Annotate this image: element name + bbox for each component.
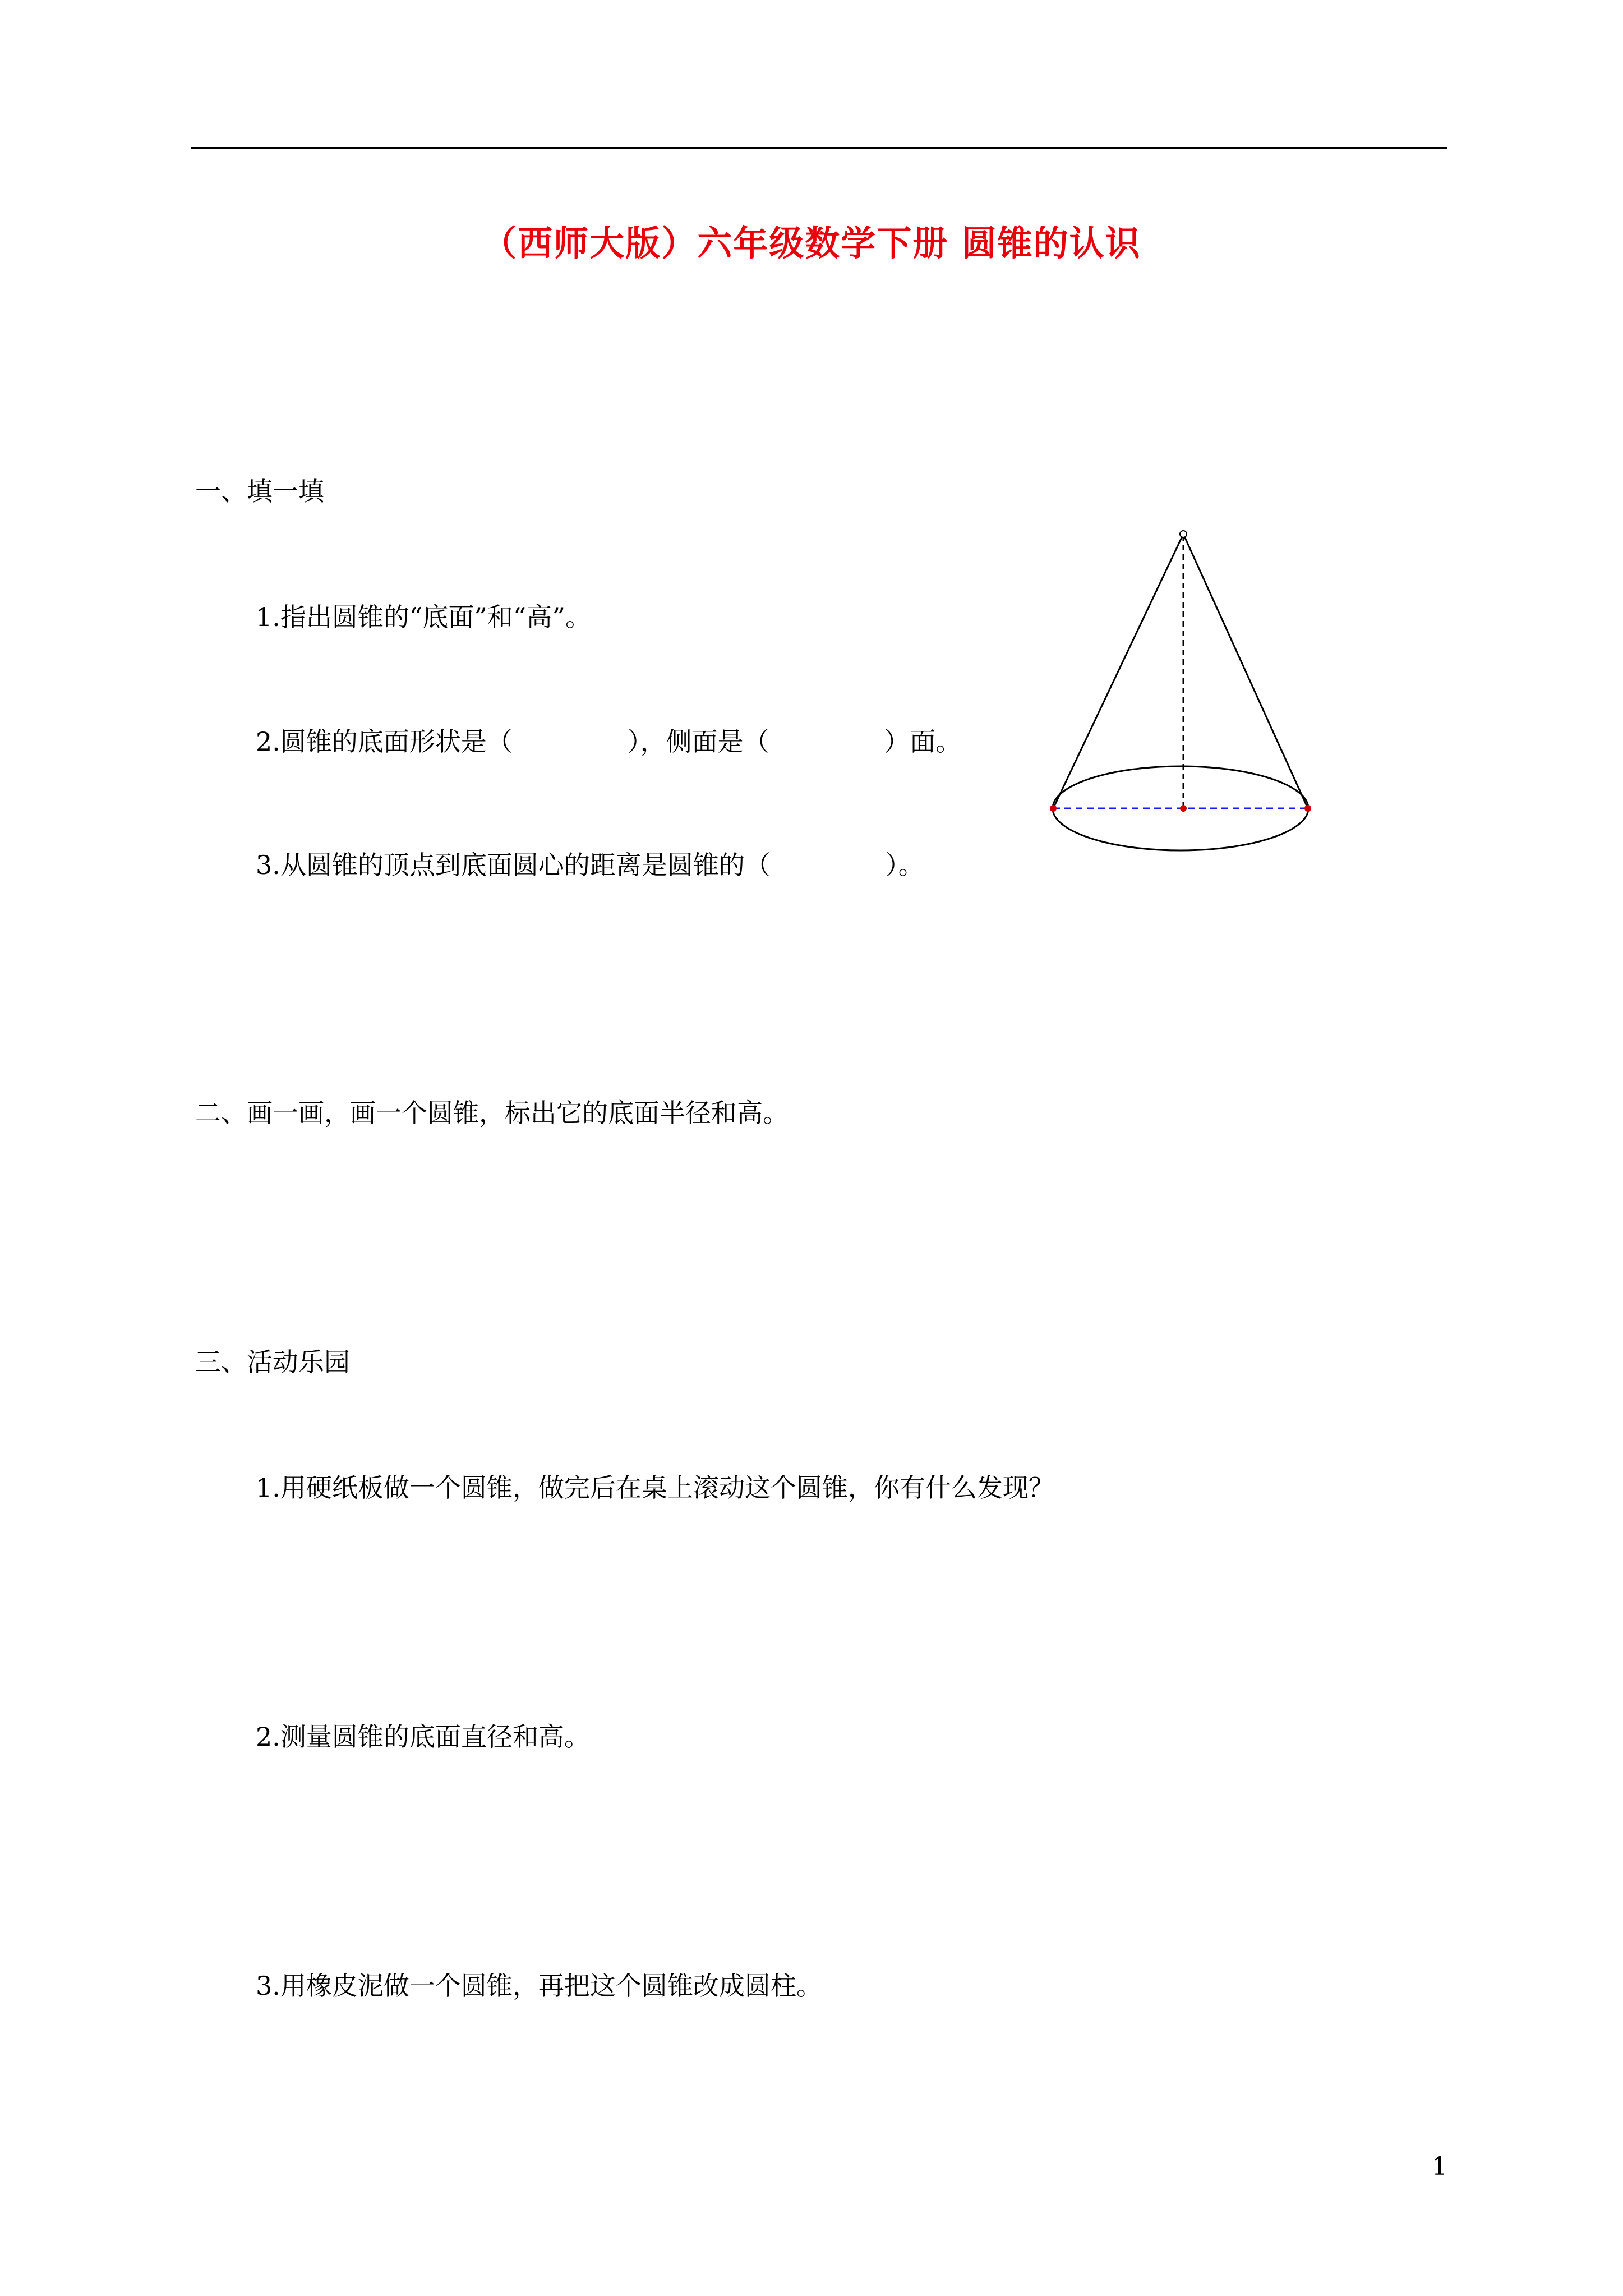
section-1-heading: 一、填一填	[195, 476, 324, 507]
page-number: 1	[1432, 2152, 1447, 2181]
section-3-question-1: 1.用硬纸板做一个圆锥，做完后在桌上滚动这个圆锥，你有什么发现？	[256, 1473, 1054, 1503]
section-3-question-2: 2.测量圆锥的底面直径和高。	[256, 1722, 590, 1752]
cone-left-point	[1050, 805, 1057, 812]
section-1-question-2: 2.圆锥的底面形状是（ ），侧面是（ ）面。	[256, 726, 962, 757]
header-rule	[191, 147, 1447, 149]
page-title: （西师大版）六年级数学下册 圆锥的认识	[482, 223, 1141, 264]
section-2-heading: 二、画一画，画一个圆锥，标出它的底面半径和高。	[195, 1098, 789, 1128]
cone-apex-point	[1180, 531, 1187, 537]
section-3-question-3: 3.用橡皮泥做一个圆锥，再把这个圆锥改成圆柱。	[256, 1971, 822, 2001]
section-3-heading: 三、活动乐园	[195, 1347, 350, 1377]
section-1-question-1: 1.指出圆锥的“底面”和“高”。	[256, 602, 591, 632]
cone-diagram-icon	[1049, 527, 1318, 858]
section-1-question-3: 3.从圆锥的顶点到底面圆心的距离是圆锥的（ ）。	[256, 850, 924, 880]
cone-center-point	[1180, 805, 1187, 812]
cone-right-point	[1304, 805, 1311, 812]
